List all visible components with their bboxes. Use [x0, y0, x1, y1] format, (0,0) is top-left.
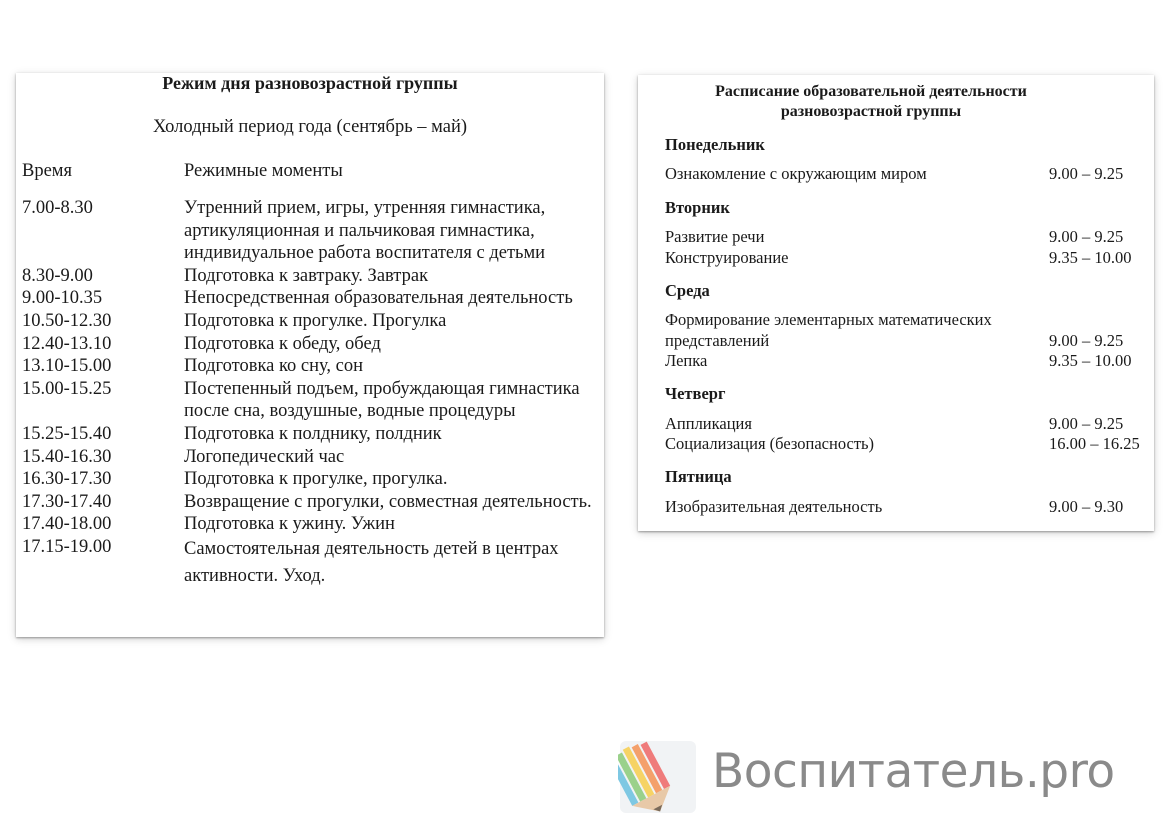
schedule-title-line1: Расписание образовательной деятельности: [715, 83, 1027, 100]
routine-row: [22, 197, 602, 265]
routine-title: Режим дня разновозрастной группы: [162, 73, 458, 93]
row-time: 15.40-16.30: [22, 446, 112, 467]
lesson-time: 9.00 – 9.25: [1049, 414, 1124, 433]
row-activity: Подготовка к прогулке, прогулка.: [184, 469, 448, 490]
row-time: 17.15-19.00: [22, 536, 112, 557]
lesson-name: Аппликация: [665, 414, 752, 433]
row-activity: Непосредственная образовательная деятельность: [184, 288, 573, 309]
lesson-time: 9.35 – 10.00: [1049, 248, 1132, 267]
day-monday: Понедельник: [665, 135, 765, 154]
lesson-name: Конструирование: [665, 248, 789, 267]
row-time: 17.30-17.40: [22, 491, 112, 512]
row-time: 13.10-15.00: [22, 356, 112, 377]
row-time: 9.00-10.35: [22, 288, 103, 309]
brand-name[interactable]: Воспитатель.pro: [712, 744, 1115, 799]
lesson-item: [665, 310, 1145, 351]
routine-row: [22, 265, 602, 288]
routine-row: [22, 310, 602, 333]
row-activity: Подготовка к полднику, полдник: [184, 423, 442, 444]
routine-row: [22, 423, 602, 446]
row-time: 12.40-13.10: [22, 333, 112, 354]
row-activity: Подготовка ко сну, сон: [184, 356, 364, 377]
lesson-item: [665, 164, 1145, 185]
day-tuesday: Вторник: [665, 198, 730, 217]
row-activity: Самостоятельная деятельность детей в центрах активности. Уход.: [184, 538, 559, 586]
routine-row: [22, 536, 602, 590]
lesson-time: 9.00 – 9.25: [1049, 330, 1124, 350]
row-activity: Подготовка к ужину. Ужин: [184, 514, 395, 535]
routine-subtitle: Холодный период года (сентябрь – май): [152, 117, 468, 137]
routine-row: [22, 333, 602, 356]
lesson-time: 9.35 – 10.00: [1049, 351, 1132, 370]
lesson-name: Развитие речи: [665, 227, 765, 246]
lesson-time: 9.00 – 9.30: [1049, 497, 1124, 516]
row-activity: Подготовка к прогулке. Прогулка: [184, 310, 447, 331]
schedule-title-line2: разновозрастной группы: [780, 103, 962, 120]
lesson-item: [665, 434, 1145, 455]
row-time: 15.25-15.40: [22, 423, 112, 444]
row-time: 17.40-18.00: [22, 514, 112, 535]
lesson-item: [665, 497, 1145, 518]
lesson-item: [665, 248, 1145, 269]
lesson-time: 16.00 – 16.25: [1049, 434, 1140, 453]
row-activity: Подготовка к обеду, обед: [184, 333, 381, 354]
routine-row: [22, 468, 602, 491]
routine-row: [22, 491, 602, 514]
lesson-item: [665, 227, 1145, 248]
lesson-name: Формирование элементарных математических представлений: [665, 310, 992, 350]
routine-row: [22, 446, 602, 469]
column-header-activity: Режимные моменты: [184, 161, 343, 181]
row-activity: Возвращение с прогулки, совместная деятельность.: [184, 491, 592, 512]
lesson-name: Лепка: [665, 351, 708, 370]
row-time: 8.30-9.00: [22, 265, 93, 286]
lesson-item: [665, 351, 1145, 372]
routine-row: [22, 287, 602, 310]
routine-rows: [22, 197, 602, 590]
day-thursday: Четверг: [665, 384, 726, 403]
lesson-name: Ознакомление с окружающим миром: [665, 164, 927, 183]
row-time: 15.00-15.25: [22, 378, 112, 399]
daily-routine-card: [16, 73, 604, 637]
row-activity: Постепенный подъем, пробуждающая гимнастика после сна, воздушные, водные процедуры: [184, 378, 580, 422]
row-time: 10.50-12.30: [22, 310, 112, 331]
schedule-card: [638, 75, 1154, 531]
routine-row: [22, 378, 602, 423]
lesson-time: 9.00 – 9.25: [1049, 164, 1124, 183]
lesson-item: [665, 414, 1145, 435]
schedule-title: [638, 82, 1104, 122]
lesson-time: 9.00 – 9.25: [1049, 227, 1124, 246]
row-activity: Логопедический час: [184, 446, 345, 467]
lesson-name: Изобразительная деятельность: [665, 497, 883, 516]
row-time: 7.00-8.30: [22, 198, 93, 218]
pencils-logo-icon: [618, 739, 698, 815]
row-time: 16.30-17.30: [22, 469, 112, 490]
row-activity: Утренний прием, игры, утренняя гимнастика, артикуляционная и пальчиковая гимнастика, индивидуальное работа воспитателя с детьми: [184, 198, 546, 264]
day-friday: Пятница: [665, 467, 732, 486]
routine-row: [22, 355, 602, 378]
routine-row: [22, 513, 602, 536]
column-header-time: Время: [22, 161, 73, 181]
row-activity: Подготовка к завтраку. Завтрак: [184, 265, 429, 286]
day-wednesday: Среда: [665, 281, 710, 300]
lesson-name: Социализация (безопасность): [665, 434, 875, 453]
